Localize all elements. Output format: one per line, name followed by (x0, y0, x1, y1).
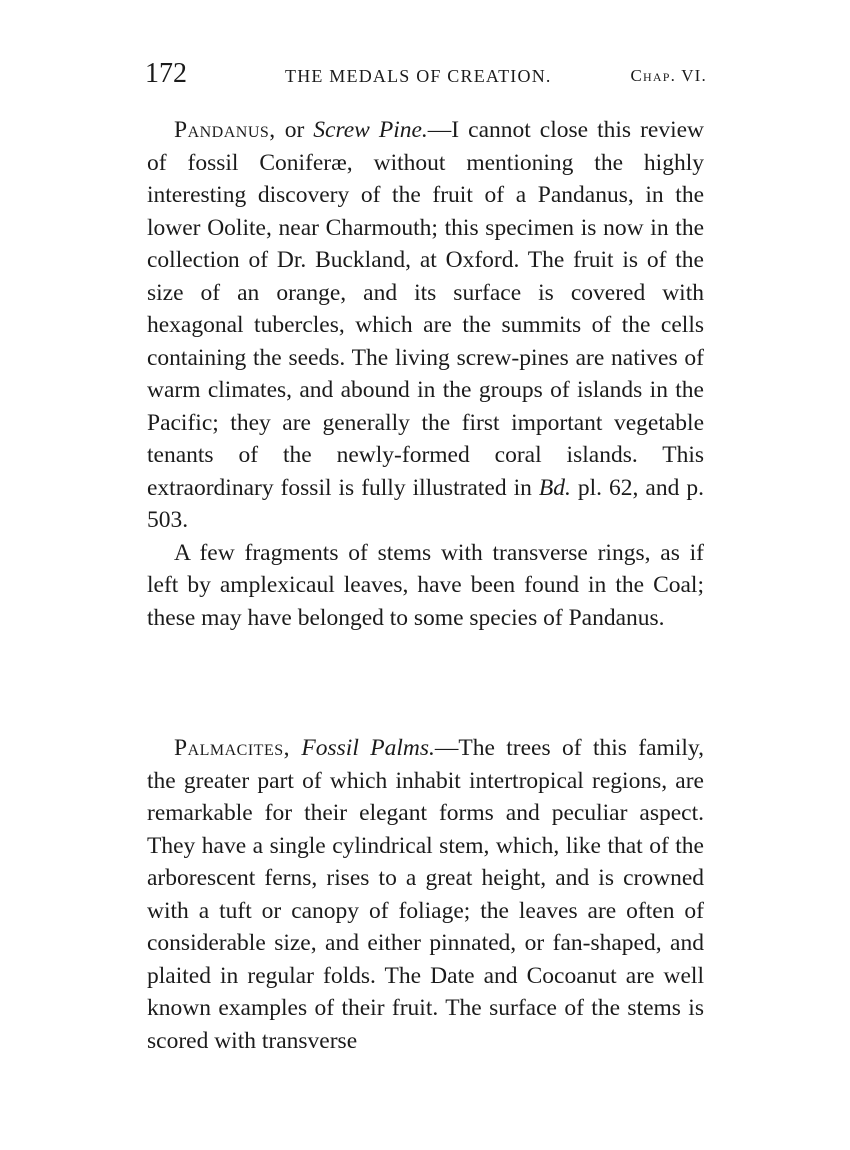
paragraph-text: —I cannot close this review of fossil Coniferæ, without mentioning the highly interesting discovery of the fruit of a Pandanus, in the lower Oolite, near Charmouth; this specimen is now in the collection of Dr. Buckland, at Oxford. The fruit is of the size of an orange, and its surface is covered with hexagonal tubercles, which are the summits of the cells containing the seeds. The living screw-pines are natives of warm climates, and abound in the groups of islands in the Pacific; they are generally the first important vegetable tenants of the newly-formed coral islands. This extraordinary fossil is fully illustrated in (147, 117, 704, 501)
page-number: 172 (145, 58, 187, 89)
term-joiner: or (275, 117, 314, 143)
running-head (145, 58, 707, 92)
section-term: Palmacites, (174, 735, 290, 761)
chapter-reference: Chap. VI. (630, 66, 707, 85)
reference-abbreviation: Bd. (538, 474, 571, 501)
section-pandanus (147, 114, 704, 634)
paragraph-text-end: pl. 62, and p. 503. (147, 474, 704, 533)
paragraph-pandanus-1 (147, 114, 704, 537)
section-palmacites (147, 732, 704, 1057)
section-term: Pandanus, (174, 117, 276, 143)
paragraph-text: —The trees of this family, the greater part of which inhabit intertropical regions, are remarkable for their elegant forms and peculiar aspect. They have a single cylindrical stem, which, like that of the arborescent ferns, rises to a great height, and is crowned with a tuft or canopy of foliage; the leaves are often of considerable size, and either pinnated, or fan-shaped, and plaited in regular folds. The Date and Cocoanut are well known examples of their fruit. The surface of the stems is scored with transverse (147, 735, 704, 1054)
term-joiner (290, 735, 301, 761)
common-name: Screw Pine. (313, 117, 428, 143)
paragraph-palmacites-1 (147, 732, 704, 1057)
book-title: THE MEDALS OF CREATION. (285, 66, 552, 86)
paragraph-pandanus-2: A few fragments of stems with transverse rings, as if left by amplexicaul leaves, have been found in the Coal; these may have belonged to some species of Pandanus. (147, 539, 704, 631)
common-name: Fossil Palms. (301, 735, 435, 761)
